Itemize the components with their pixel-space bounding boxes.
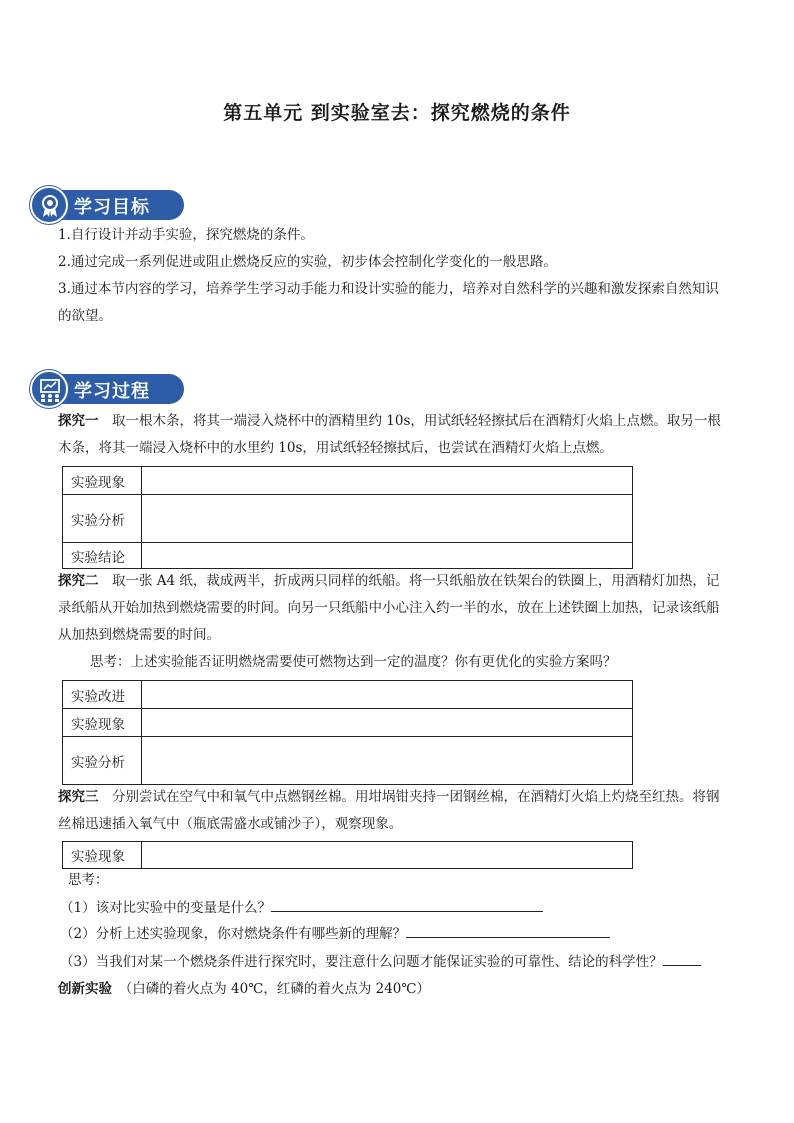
explore-2-table — [62, 680, 633, 785]
table-row — [63, 467, 633, 495]
objective-list — [58, 222, 728, 330]
explore-3-text: 探究三 分别尝试在空气中和氧气中点燃钢丝棉。用坩埚钳夹持一团钢丝棉，在酒精灯火焰上灼烧至红热。将钢丝棉迅速插入氧气中（瓶底需盛水或铺沙子），观察现象。 — [58, 789, 720, 832]
row-label: 实验分析 — [63, 737, 142, 785]
presentation-people-icon — [30, 370, 68, 408]
question-2: （2）分析上述实验现象，你对燃烧条件有哪些新的理解？ — [60, 922, 610, 946]
section-heading: 学习目标 — [74, 197, 150, 218]
answer-cell[interactable] — [142, 709, 633, 737]
row-label: 实验分析 — [63, 495, 142, 543]
section-banner-objectives — [30, 186, 184, 224]
section-banner-process — [30, 370, 184, 408]
award-ribbon-icon — [30, 186, 68, 224]
table-row — [63, 842, 633, 869]
think-label: 思考： — [68, 872, 109, 888]
answer-cell[interactable] — [142, 495, 633, 543]
explore-2-think: 思考：上述实验能否证明燃烧需要使可燃物达到一定的温度？你有更优化的实验方案吗？ — [90, 654, 617, 670]
explore-3-lead: 探究三 — [58, 789, 99, 805]
answer-cell[interactable] — [142, 737, 633, 785]
answer-cell[interactable] — [142, 842, 633, 869]
innovation-text: 创新实验 （白磷的着火点为 40℃，红磷的着火点为 240℃） — [58, 981, 430, 997]
list-item: 3.通过本节内容的学习，培养学生学习动手能力和设计实验的能力，培养对自然科学的兴趣和激发探索自然知识的欲望。 — [58, 281, 719, 324]
answer-blank[interactable] — [406, 923, 610, 938]
list-item: 2.通过完成一系列促进或阻止燃烧反应的实验，初步体会控制化学变化的一般思路。 — [58, 254, 557, 270]
row-label: 实验现象 — [63, 842, 142, 869]
row-label: 实验现象 — [63, 467, 142, 495]
table-row — [63, 495, 633, 543]
table-row — [63, 737, 633, 785]
question-3: （3）当我们对某一个燃烧条件进行探究时，要注意什么问题才能保证实验的可靠性、结论的科学性？ — [60, 950, 701, 974]
table-row — [63, 681, 633, 709]
row-label: 实验改进 — [63, 681, 142, 709]
row-label: 实验现象 — [63, 709, 142, 737]
answer-cell[interactable] — [142, 467, 633, 495]
explore-2-lead: 探究二 — [58, 573, 99, 589]
table-row — [63, 543, 633, 569]
innovation-lead: 创新实验 — [58, 981, 112, 997]
explore-1-lead: 探究一 — [58, 413, 99, 429]
explore-1-text: 探究一 取一根木条，将其一端浸入烧杯中的酒精里约 10s，用试纸轻轻擦拭后在酒精灯火焰上点燃。取另一根木条，将其一端浸入烧杯中的水里约 10s，用试纸轻轻擦拭后，也尝试在酒精灯火焰上点燃。 — [58, 413, 721, 456]
answer-cell[interactable] — [142, 681, 633, 709]
row-label: 实验结论 — [63, 543, 142, 569]
explore-2-text: 探究二 取一张 A4 纸，裁成两半，折成两只同样的纸船。将一只纸船放在铁架台的铁圈上，用酒精灯加热，记录纸船从开始加热到燃烧需要的时间。向另一只纸船中小心注入约一半的水，放在上述铁圈上加热，记录该纸船从加热到燃烧需要的时间。 — [58, 573, 720, 643]
answer-blank[interactable] — [663, 951, 701, 966]
table-row — [63, 709, 633, 737]
question-1: （1）该对比实验中的变量是什么？ — [60, 896, 543, 920]
section-heading: 学习过程 — [74, 381, 150, 402]
answer-blank[interactable] — [271, 897, 543, 912]
answer-cell[interactable] — [142, 543, 633, 569]
explore-1-table — [62, 466, 633, 569]
explore-3-table — [62, 841, 633, 869]
page-title: 第五单元 到实验室去：探究燃烧的条件 — [223, 102, 571, 124]
list-item: 1.自行设计并动手实验，探究燃烧的条件。 — [58, 227, 314, 243]
